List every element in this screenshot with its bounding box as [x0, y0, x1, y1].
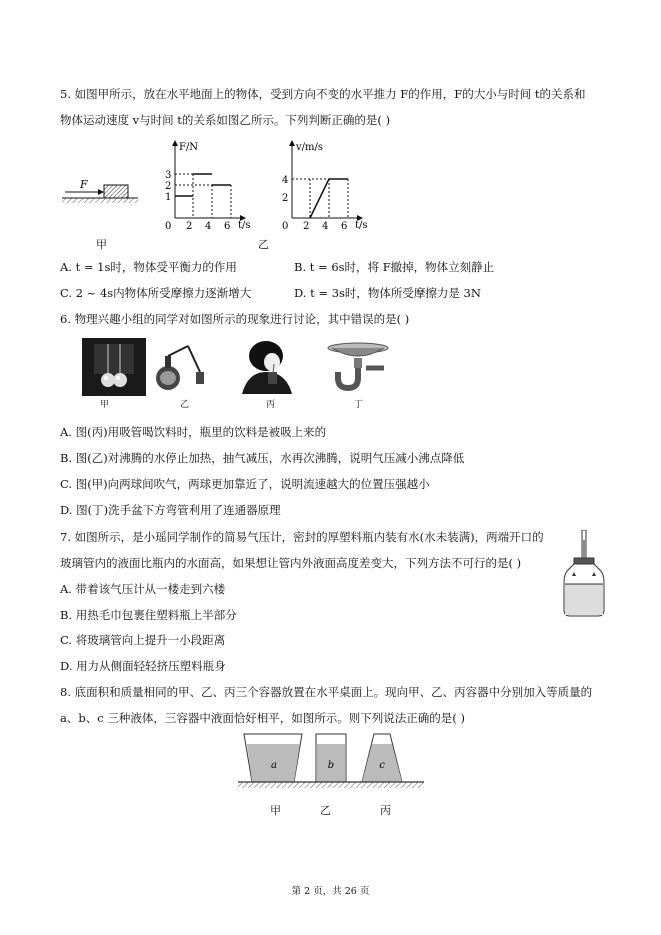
q7-option-c: C. 将玻璃管向上提升一小段距离: [60, 633, 226, 647]
q5-figure-jia-block: [60, 170, 140, 210]
graph2-xtick-0: 0: [282, 221, 289, 230]
q7-option-b: B. 用热毛巾包裹住塑料瓶上半部分: [60, 608, 237, 622]
q6-photo-yi-flask: [152, 342, 210, 394]
q6-photo-ding-sink: [326, 340, 390, 396]
graph1-ylabel: F/N: [179, 142, 199, 153]
q8-stem-line1: 8. 底面积和质量相同的甲、乙、丙三个容器放置在水平桌面上。现向甲、乙、丙容器中分别加入等质量的: [60, 685, 593, 699]
graph1-xtick-0: 0: [165, 221, 172, 230]
graph2-xtick-2: 2: [303, 221, 310, 230]
q8-caption-bing: 丙: [380, 804, 391, 817]
q5-force-time-graph: [160, 138, 255, 230]
liquid-a-label: a: [271, 760, 277, 771]
liquid-b-label: b: [327, 760, 335, 771]
graph1-xtick-2: 2: [186, 221, 193, 230]
q6-option-c: C. 图(甲)向两球间吹气，两球更加靠近了，说明流速越大的位置压强越小: [60, 477, 430, 491]
page-footer: 第 2 页，共 26 页: [291, 886, 370, 897]
graph1-ytick-3: 3: [165, 170, 172, 181]
q7-option-a: A. 带着该气压计从一楼走到六楼: [60, 582, 226, 596]
q6-option-b: B. 图(乙)对沸腾的水停止加热，抽气减压，水再次沸腾，说明气压减小沸点降低: [60, 451, 465, 465]
graph2-ytick-4: 4: [282, 175, 289, 186]
q5-option-a: A. t = 1s时，物体受平衡力的作用: [60, 260, 237, 274]
force-label: F: [80, 178, 88, 191]
q8-three-containers: [238, 730, 424, 798]
graph2-ylabel: v/m/s: [296, 142, 324, 153]
q6-photo-jia: [82, 338, 146, 396]
graph2-xtick-6: 6: [341, 221, 348, 230]
q6-caption-bing: 丙: [266, 400, 276, 410]
q5-caption-jia: 甲: [96, 238, 107, 251]
graph2-ytick-2: 2: [282, 193, 289, 204]
q6-option-d: D. 图(丁)洗手盆下方弯管利用了连通器原理: [60, 503, 281, 517]
graph2-xtick-4: 4: [322, 221, 329, 230]
q6-photo-bing-person: [236, 338, 298, 394]
q8-caption-yi: 乙: [320, 804, 331, 817]
q6-caption-ding: 丁: [354, 400, 364, 410]
q5-option-c: C. 2 ~ 4s内物体所受摩擦力逐渐增大: [60, 286, 252, 300]
graph1-xlabel: t/s: [238, 220, 251, 230]
q8-caption-jia: 甲: [270, 804, 281, 817]
graph1-ytick-2: 2: [165, 181, 172, 192]
q6-caption-jia: 甲: [100, 400, 110, 410]
q5-option-d: D. t = 3s时，物体所受摩擦力是 3N: [294, 286, 481, 300]
graph1-xtick-4: 4: [205, 221, 212, 230]
liquid-c-label: c: [379, 760, 385, 771]
q8-stem-line2: a、b、c 三种液体，三容器中液面恰好相平，如图所示。则下列说法正确的是( ): [60, 711, 465, 725]
q7-stem-line1: 7. 如图所示，是小瑶同学制作的简易气压计，密封的厚塑料瓶内装有水(水未装满)，两端开口的: [60, 530, 544, 544]
q6-stem: 6. 物理兴趣小组的同学对如图所示的现象进行讨论，其中错误的是( ): [60, 312, 410, 326]
q6-caption-yi: 乙: [180, 400, 190, 410]
q7-option-d: D. 用力从侧面轻轻挤压塑料瓶身: [60, 659, 226, 673]
q7-barometer-bottle: [560, 530, 610, 618]
graph1-ytick-1: 1: [165, 192, 172, 203]
graph1-xtick-6: 6: [224, 221, 231, 230]
q5-stem-line2: 物体运动速度 v与时间 t的关系如图乙所示。下列判断正确的是( ): [60, 113, 391, 127]
q5-velocity-time-graph: [277, 138, 372, 230]
graph2-xlabel: t/s: [355, 220, 368, 230]
q7-stem-line2: 玻璃管内的液面比瓶内的水面高，如果想让管内外液面高度差变大，下列方法不可行的是( ): [60, 556, 522, 570]
q5-caption-yi: 乙: [258, 238, 269, 251]
q5-option-b: B. t = 6s时，将 F撤掉，物体立刻静止: [294, 260, 495, 274]
q6-option-a: A. 图(丙)用吸管喝饮料时，瓶里的饮料是被吸上来的: [60, 425, 327, 439]
q5-stem-line1: 5. 如图甲所示，放在水平地面上的物体，受到方向不变的水平推力 F的作用，F的大小与时间 t的关系和: [60, 87, 586, 101]
